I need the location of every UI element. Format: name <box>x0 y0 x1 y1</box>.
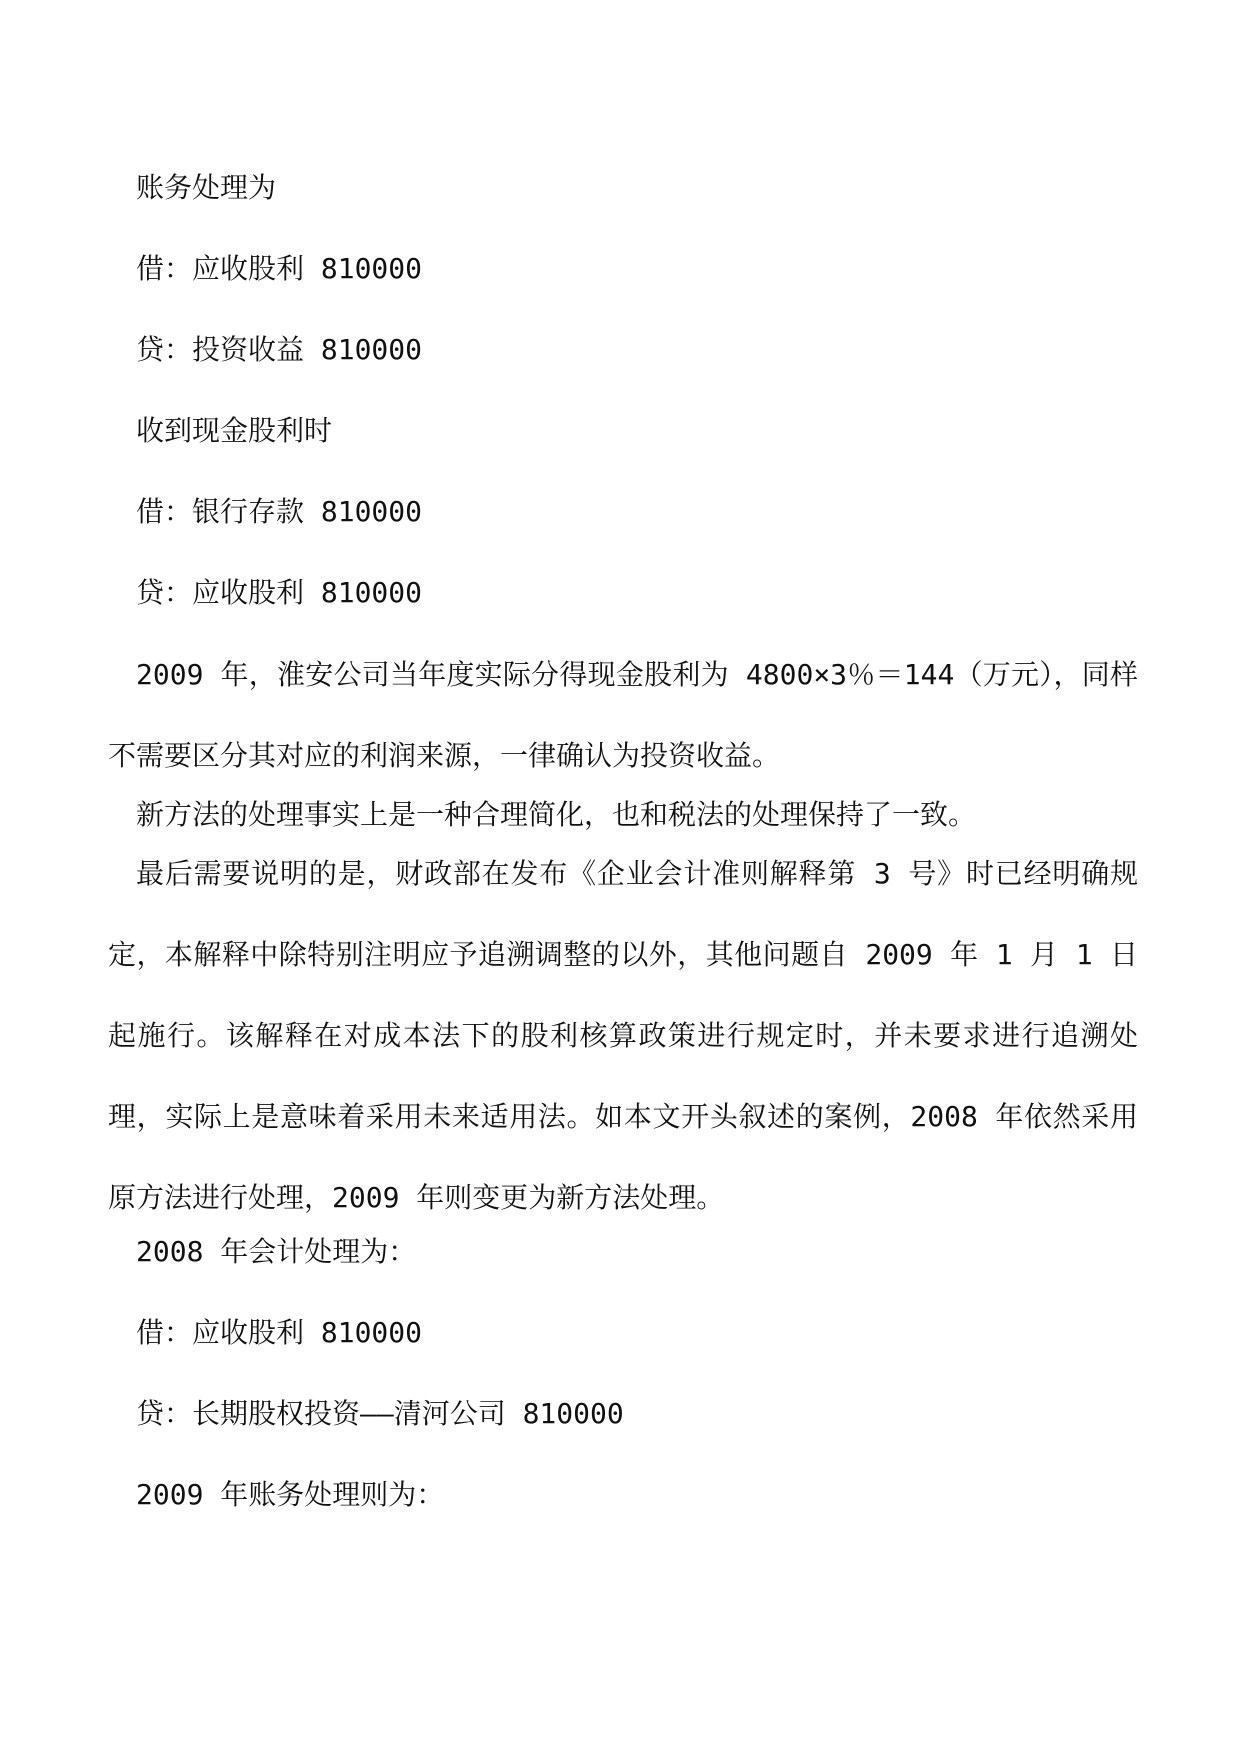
paragraph-new-method: 新方法的处理事实上是一种合理简化，也和税法的处理保持了一致。 <box>136 798 977 831</box>
paragraph-2009: 2009 年，淮安公司当年度实际分得现金股利为 4800×3％＝144（万元），同样不需要区分其对应的利润来源，一律确认为投资收益。 <box>108 658 1138 772</box>
text-line: 收到现金股利时 <box>136 414 333 447</box>
text-line: 借：应收股利 810000 <box>136 252 423 285</box>
text-line: 借：银行存款 810000 <box>136 495 423 528</box>
text-line: 借：应收股利 810000 <box>136 1316 423 1349</box>
text-line: 贷：长期股权投资——清河公司 810000 <box>136 1397 624 1430</box>
text-line: 贷：应收股利 810000 <box>136 576 423 609</box>
paragraph-final-note: 最后需要说明的是，财政部在发布《企业会计准则解释第 3 号》时已经明确规定，本解释中除特别注明应予追溯调整的以外，其他问题自 2009 年 1 月 1 日起施行。该解释在对成本法下的股利核算政策进行规定时，并未要求进行追溯处理，实际上是意味着采用未来适用法。如本文开头叙述的案例，2008 年依然采用原方法进行处理，2009 年则变更为新方法处理。 <box>108 857 1138 1214</box>
document-body <box>108 170 1138 1558</box>
text-line: 贷：投资收益 810000 <box>136 333 423 366</box>
text-line: 账务处理为 <box>136 171 277 204</box>
text-line: 2008 年会计处理为： <box>136 1235 417 1268</box>
text-line: 2009 年账务处理则为： <box>136 1478 445 1511</box>
